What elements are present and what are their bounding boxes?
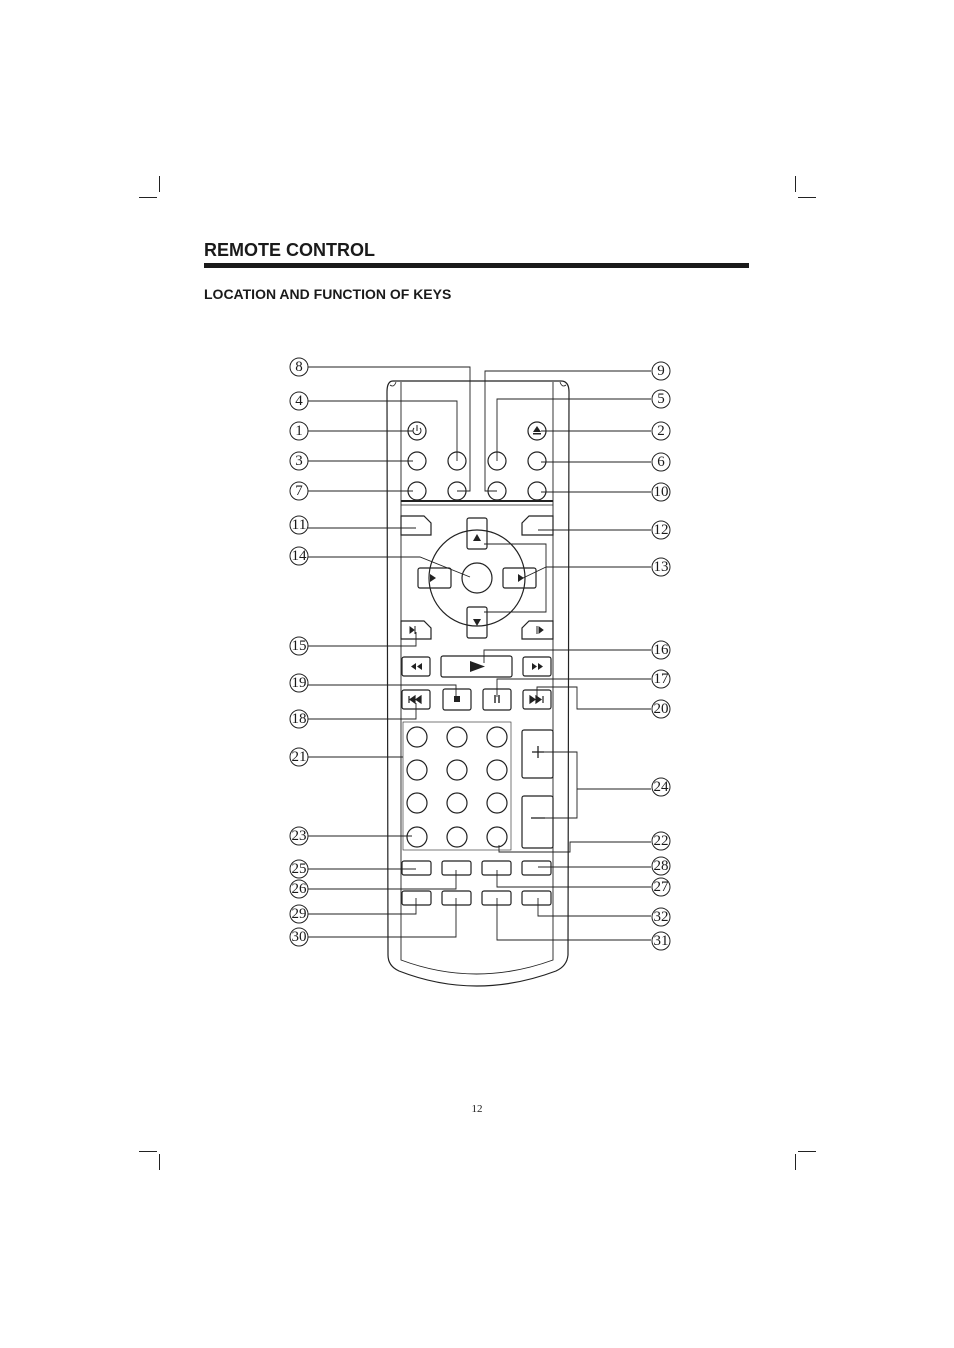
callout-23: 23 — [291, 828, 307, 844]
callout-32: 32 — [653, 909, 669, 925]
play-icon — [470, 661, 485, 672]
page-title: REMOTE CONTROL — [204, 240, 375, 260]
callout-28: 28 — [653, 858, 669, 874]
callout-1: 1 — [295, 423, 303, 439]
numeric-key-7[interactable] — [407, 793, 427, 813]
callout-5: 5 — [657, 391, 665, 407]
next-track-icon — [530, 696, 543, 703]
numeric-key-4[interactable] — [407, 760, 427, 780]
fast-forward-icon — [532, 663, 543, 670]
section-subtitle: LOCATION AND FUNCTION OF KEYS — [204, 286, 452, 302]
callout-10: 10 — [653, 484, 669, 500]
round-button-r3-4[interactable] — [528, 482, 546, 500]
bottom-key-29[interactable] — [402, 891, 431, 905]
callout-7: 7 — [295, 483, 303, 499]
callout-6: 6 — [657, 454, 665, 470]
eject-icon — [533, 426, 541, 435]
bottom-key-30[interactable] — [442, 891, 471, 905]
previous-track-icon — [409, 696, 421, 703]
numeric-key-5[interactable] — [447, 760, 467, 780]
callout-3: 3 — [295, 453, 303, 469]
bottom-key-25[interactable] — [402, 861, 431, 875]
callout-18: 18 — [291, 711, 307, 727]
key-23[interactable] — [407, 827, 427, 847]
volume-minus-button[interactable] — [522, 796, 553, 848]
down-arrow-icon — [473, 619, 481, 626]
leader-lines — [308, 367, 651, 940]
bottom-key-28[interactable] — [522, 861, 551, 875]
power-icon — [413, 425, 421, 435]
callout-13: 13 — [653, 559, 669, 575]
numeric-key-6[interactable] — [487, 760, 507, 780]
numeric-key-8[interactable] — [447, 793, 467, 813]
callout-14: 14 — [291, 548, 307, 564]
callout-26: 26 — [291, 881, 307, 897]
bottom-key-26[interactable] — [442, 861, 471, 875]
up-arrow-icon — [473, 534, 481, 541]
remote-body — [387, 381, 569, 986]
enter-button[interactable] — [462, 563, 492, 593]
callout-12: 12 — [653, 522, 669, 538]
callout-2: 2 — [657, 423, 665, 439]
round-button-r2-4[interactable] — [528, 452, 546, 470]
bottom-key-31[interactable] — [482, 891, 511, 905]
callout-29: 29 — [291, 906, 307, 922]
slow-reverse-icon — [410, 626, 415, 634]
bottom-key-27[interactable] — [482, 861, 511, 875]
callout-16: 16 — [653, 642, 669, 658]
numeric-keypad-frame — [403, 722, 511, 850]
callout-4: 4 — [295, 393, 303, 409]
callout-22: 22 — [653, 833, 669, 849]
callout-24: 24 — [653, 779, 669, 795]
stop-icon — [454, 696, 460, 702]
callout-20: 20 — [653, 701, 669, 717]
numeric-key-2[interactable] — [447, 727, 467, 747]
callout-8: 8 — [295, 359, 303, 375]
fast-rewind-icon — [411, 663, 422, 670]
side-key-right-upper[interactable] — [522, 516, 553, 535]
numeric-key-3[interactable] — [487, 727, 507, 747]
callout-25: 25 — [291, 861, 307, 877]
key-22[interactable] — [487, 827, 507, 847]
numeric-key-1[interactable] — [407, 727, 427, 747]
callout-11: 11 — [291, 517, 307, 533]
callout-15: 15 — [291, 638, 307, 654]
callout-31: 31 — [653, 933, 669, 949]
callout-9: 9 — [657, 363, 665, 379]
numeric-key-0[interactable] — [447, 827, 467, 847]
callout-17: 17 — [653, 671, 669, 687]
bottom-key-32[interactable] — [522, 891, 551, 905]
callout-21: 21 — [291, 749, 307, 765]
callout-27: 27 — [653, 879, 669, 895]
callout-19: 19 — [291, 675, 307, 691]
left-arrow-icon — [430, 574, 436, 582]
slow-forward-icon — [537, 626, 543, 634]
page-number: 12 — [471, 1103, 483, 1115]
numeric-key-9[interactable] — [487, 793, 507, 813]
side-key-left-upper[interactable] — [401, 516, 431, 535]
callout-30: 30 — [291, 929, 307, 945]
